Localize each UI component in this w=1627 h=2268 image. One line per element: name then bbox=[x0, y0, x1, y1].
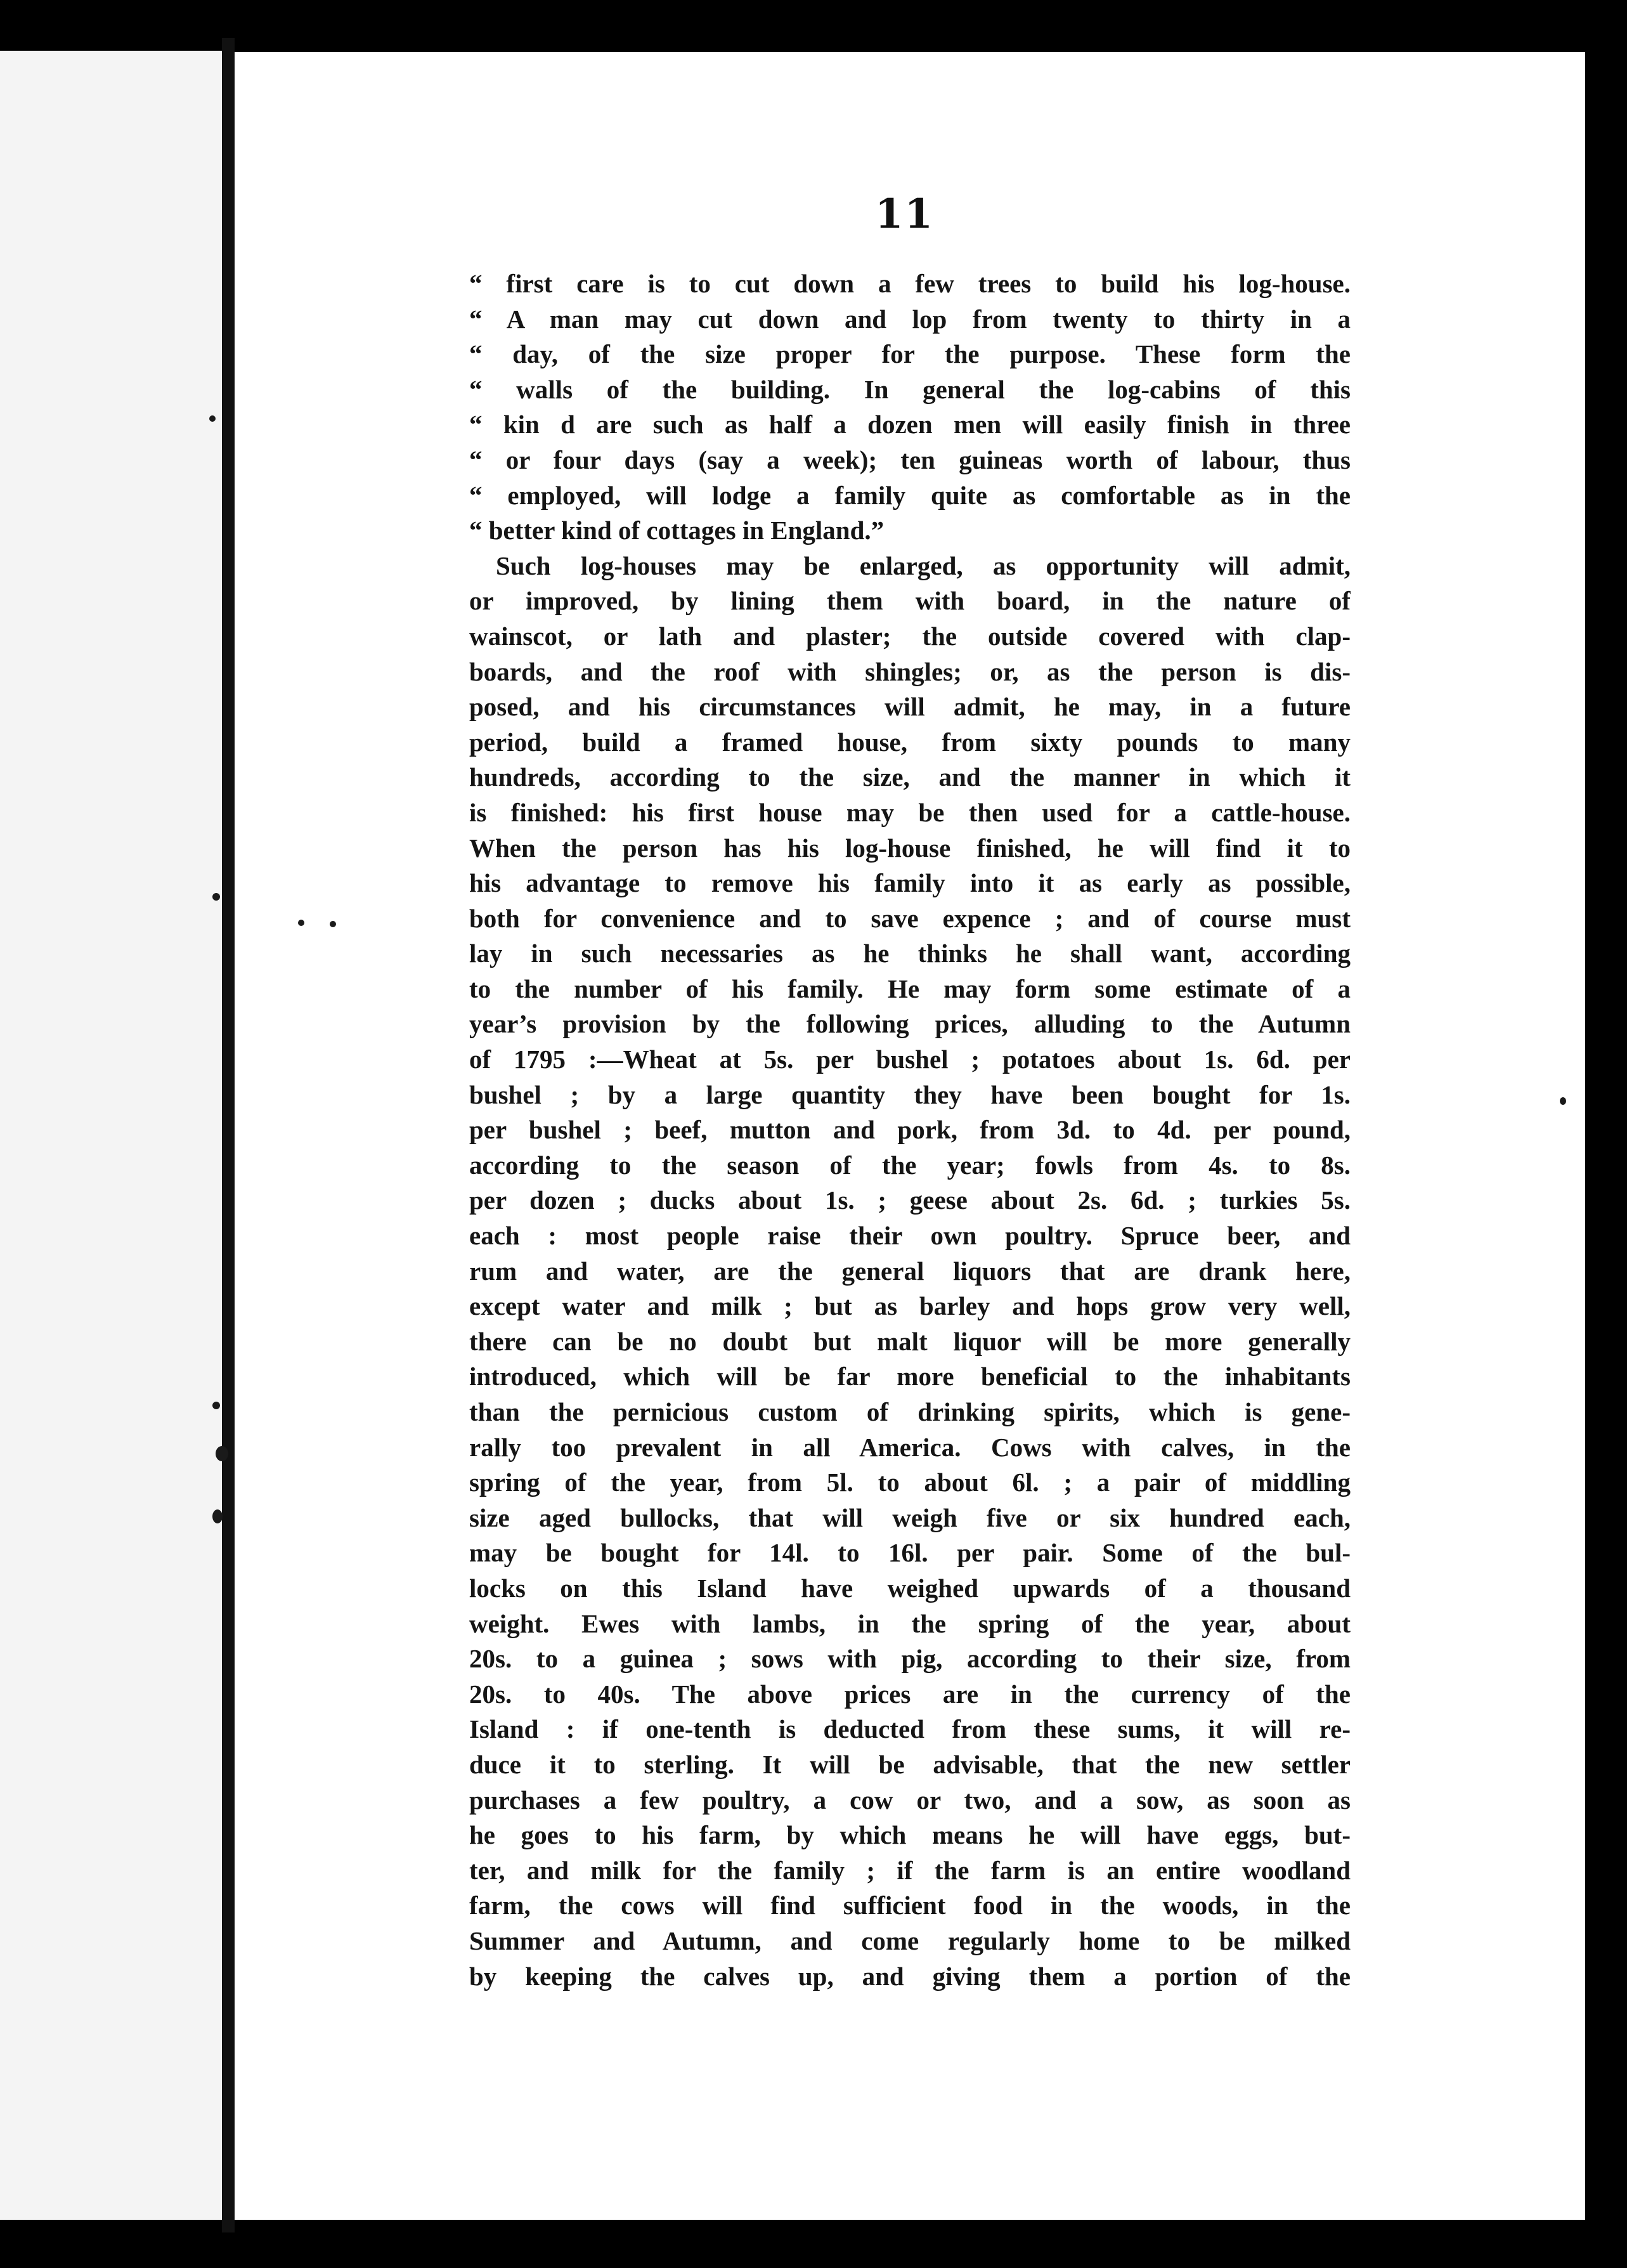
text-line: “ walls of the building. In general the log-cabins of this bbox=[469, 374, 1351, 404]
text-line: rum and water, are the general liquors that are drank here, bbox=[469, 1256, 1351, 1286]
text-line: period, build a framed house, from sixty pounds to many bbox=[469, 727, 1351, 757]
text-line: wainscot, or lath and plaster; the outside covered with clap- bbox=[469, 621, 1351, 651]
text-line: weight. Ewes with lambs, in the spring of the year, about bbox=[469, 1608, 1351, 1638]
text-line: locks on this Island have weighed upwards of a thousand bbox=[469, 1573, 1351, 1603]
text-line: of 1795 :—Wheat at 5s. per bushel ; potatoes about 1s. 6d. per bbox=[469, 1045, 1351, 1074]
text-line: per bushel ; beef, mutton and pork, from 3d. to 4d. per pound, bbox=[469, 1115, 1351, 1145]
scan-speck bbox=[1560, 1097, 1566, 1105]
text-line: to the number of his family. He may form some estimate of a bbox=[469, 974, 1351, 1003]
text-line: may be bought for 14l. to 16l. per pair. Some of the bul- bbox=[469, 1538, 1351, 1568]
text-line: “ better kind of cottages in England.” bbox=[469, 516, 885, 545]
text-line: than the pernicious custom of drinking spirits, which is gene- bbox=[469, 1397, 1351, 1426]
text-line: size aged bullocks, that will weigh five or six hundred each, bbox=[469, 1502, 1351, 1532]
text-line: spring of the year, from 5l. to about 6l. ; a pair of middling bbox=[469, 1468, 1351, 1497]
text-line: according to the season of the year; fowls from 4s. to 8s. bbox=[469, 1150, 1351, 1180]
scan-speck bbox=[216, 1446, 228, 1461]
text-line: both for convenience and to save expence ; and of course must bbox=[469, 903, 1351, 933]
text-line: 20s. to a guinea ; sows with pig, according to their size, from bbox=[469, 1644, 1351, 1674]
text-line: purchases a few poultry, a cow or two, and a sow, as soon as bbox=[469, 1785, 1351, 1815]
scan-speck bbox=[209, 415, 216, 422]
text-line: “ kin d are such as half a dozen men will easily finish in three bbox=[469, 410, 1351, 440]
book-gutter bbox=[222, 38, 235, 2232]
text-line: Such log-houses may be enlarged, as opportunity will admit, bbox=[496, 551, 1351, 580]
text-line: each : most people raise their own poultry. Spruce beer, and bbox=[469, 1221, 1351, 1251]
text-line: “ employed, will lodge a family quite as comfortable as in the bbox=[469, 480, 1351, 510]
text-line: Summer and Autumn, and come regularly home to be milked bbox=[469, 1926, 1351, 1955]
text-line: except water and milk ; but as barley and hops grow very well, bbox=[469, 1291, 1351, 1321]
text-line: introduced, which will be far more beneficial to the inhabitants bbox=[469, 1362, 1351, 1391]
scan-speck bbox=[212, 1402, 220, 1409]
text-line: “ A man may cut down and lop from twenty to thirty in a bbox=[469, 304, 1351, 334]
text-line: his advantage to remove his family into it as early as possible, bbox=[469, 868, 1351, 898]
text-line: year’s provision by the following prices, alluding to the Autumn bbox=[469, 1009, 1351, 1039]
text-line: rally too prevalent in all America. Cows with calves, in the bbox=[469, 1432, 1351, 1462]
scan-speck bbox=[212, 893, 220, 901]
text-line: or improved, by lining them with board, in the nature of bbox=[469, 586, 1351, 616]
text-line: duce it to sterling. It will be advisable, that the new settler bbox=[469, 1749, 1351, 1779]
text-line: there can be no doubt but malt liquor will be more generally bbox=[469, 1326, 1351, 1356]
text-line: by keeping the calves up, and giving them a portion of the bbox=[469, 1961, 1351, 1991]
page-number: 11 bbox=[875, 190, 935, 238]
text-line: bushel ; by a large quantity they have been bought for 1s. bbox=[469, 1079, 1351, 1109]
text-line: is finished: his first house may be then used for a cattle-house. bbox=[469, 797, 1351, 827]
text-line: “ or four days (say a week); ten guineas worth of labour, thus bbox=[469, 445, 1351, 474]
text-line: he goes to his farm, by which means he will have eggs, but- bbox=[469, 1820, 1351, 1850]
scan-speck bbox=[298, 920, 304, 926]
text-line: When the person has his log-house finished, he will find it to bbox=[469, 833, 1351, 863]
text-line: Island : if one-tenth is deducted from these sums, it will re- bbox=[469, 1714, 1351, 1744]
text-line: ter, and milk for the family ; if the farm is an entire woodland bbox=[469, 1855, 1351, 1885]
text-line: “ first care is to cut down a few trees to build his log-house. bbox=[469, 269, 1351, 298]
scan-speck bbox=[212, 1509, 223, 1523]
text-line: lay in such necessaries as he thinks he shall want, according bbox=[469, 939, 1351, 968]
text-line: posed, and his circumstances will admit, he may, in a future bbox=[469, 692, 1351, 722]
scan-speck bbox=[330, 921, 336, 927]
text-line: boards, and the roof with shingles; or, as the person is dis- bbox=[469, 656, 1351, 686]
text-line: farm, the cows will find sufficient food in the woods, in the bbox=[469, 1891, 1351, 1920]
text-line: 20s. to 40s. The above prices are in the currency of the bbox=[469, 1679, 1351, 1709]
text-line: per dozen ; ducks about 1s. ; geese about 2s. 6d. ; turkies 5s. bbox=[469, 1185, 1351, 1215]
text-line: hundreds, according to the size, and the manner in which it bbox=[469, 762, 1351, 792]
body-text bbox=[469, 266, 1351, 1994]
facing-page-edge bbox=[0, 51, 222, 2220]
text-line: “ day, of the size proper for the purpose. These form the bbox=[469, 339, 1351, 369]
